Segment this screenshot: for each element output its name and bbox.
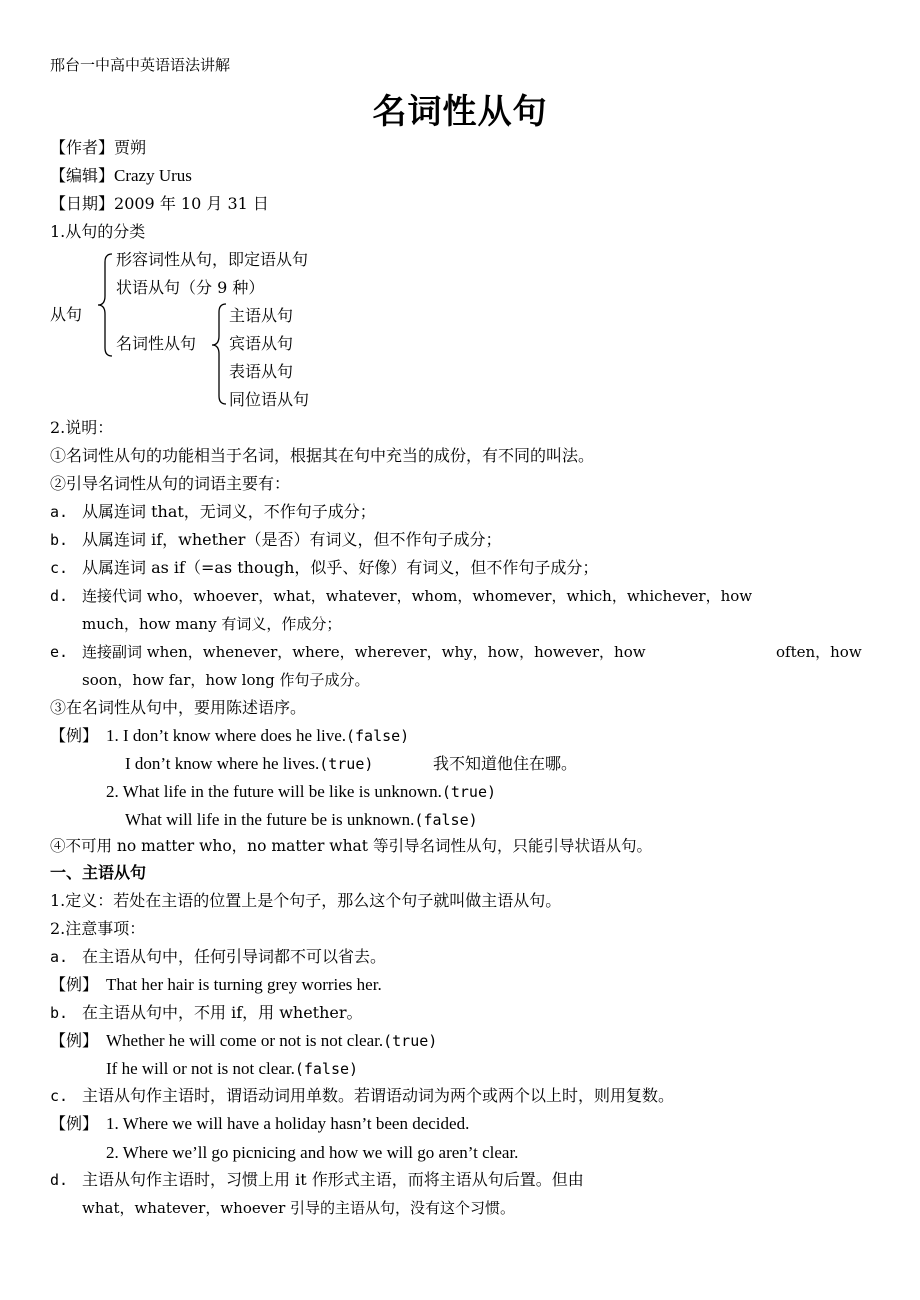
- example-label: 【例】: [50, 1114, 99, 1133]
- example-label: 【例】: [50, 726, 99, 745]
- note-item: ③在名词性从句中，要用陈述语序。: [50, 698, 307, 717]
- tree-sub-predicative: 表语从句: [229, 362, 294, 381]
- list-marker: b.: [50, 531, 69, 549]
- list-marker: c.: [50, 1087, 69, 1105]
- example-text: 2. What life in the future will be like is unknown.: [106, 782, 442, 801]
- tree-branch-nominal: 名词性从句: [116, 334, 197, 353]
- example-text: 1. I don’t know where does he live.: [106, 726, 346, 745]
- tree-branch-adjective: 形容词性从句，即定语从句: [116, 250, 309, 269]
- note-item: ④不可用 no matter who，no matter what 等引导名词性从句，只能引导状语从句。: [50, 837, 652, 855]
- list-item-tail: often，how: [776, 643, 862, 661]
- example-tag: (false): [294, 1060, 359, 1078]
- tree-sub-object: 宾语从句: [229, 334, 294, 353]
- example-tag: (true): [441, 783, 497, 801]
- example-sentence: [125, 809, 478, 831]
- example-text: I don’t know where he lives.: [125, 754, 320, 773]
- page-title: 名词性从句: [372, 92, 548, 132]
- example-sentence: [106, 1058, 358, 1080]
- example-sentence: 2. Where we’ll go picnicing and how we will go aren’t clear.: [106, 1143, 519, 1162]
- editor-value: Crazy Urus: [114, 166, 192, 185]
- example-translation: 我不知道他住在哪。: [433, 754, 578, 773]
- date-label: 【日期】: [50, 194, 115, 213]
- example-tag: (true): [383, 1032, 438, 1050]
- section-heading: 2.说明：: [50, 418, 114, 437]
- author-value: 贾朔: [114, 138, 147, 157]
- example-sentence: [106, 781, 496, 803]
- author-line: [50, 137, 146, 159]
- list-item: 从属连词 as if（=as though，似乎、好像）有词义，但不作句子成分；: [82, 558, 599, 577]
- list-marker: c.: [50, 559, 69, 577]
- list-marker: e.: [50, 643, 69, 661]
- tree-root: 从句: [50, 305, 83, 324]
- example-sentence: That her hair is turning grey worries her.: [106, 975, 382, 994]
- editor-label: 【编辑】: [50, 166, 115, 185]
- small-brace-icon: [208, 300, 230, 408]
- author-label: 【作者】: [50, 138, 115, 157]
- example-tag: (false): [414, 811, 478, 829]
- list-marker: a.: [50, 948, 69, 966]
- list-item: 主语从句作主语时，习惯上用 it 作形式主语，而将主语从句后置。但由: [82, 1170, 584, 1189]
- example-tag: (false): [346, 727, 410, 745]
- list-item: 从属连词 if，whether（是否）有词义，但不作句子成分；: [82, 530, 502, 549]
- editor-line: [50, 165, 192, 187]
- example-label: 【例】: [50, 975, 99, 994]
- list-item: 在主语从句中，不用 if，用 whether。: [82, 1003, 363, 1022]
- subheading: 2.注意事项：: [50, 919, 146, 938]
- example-text: What will life in the future be is unknown.: [125, 810, 415, 829]
- list-item: 主语从句作主语时，谓语动词用单数。若谓语动词为两个或两个以上时，则用复数。: [82, 1086, 675, 1105]
- list-item-continued: what，whatever，whoever 引导的主语从句，没有这个习惯。: [82, 1199, 516, 1217]
- note-item: ②引导名词性从句的词语主要有：: [50, 474, 291, 493]
- big-brace-icon: [94, 250, 116, 360]
- example-sentence: [125, 753, 373, 775]
- section-heading: 1.从句的分类: [50, 222, 146, 241]
- tree-sub-subject: 主语从句: [229, 306, 294, 325]
- list-marker: b.: [50, 1004, 69, 1022]
- example-tag: (true): [319, 755, 374, 773]
- note-item: ①名词性从句的功能相当于名词，根据其在句中充当的成份，有不同的叫法。: [50, 446, 595, 465]
- tree-branch-adverbial: 状语从句（分 9 种）: [116, 278, 265, 297]
- list-item: 连接代词 who，whoever，what，whatever，whom，whomever，which，whichever，how: [82, 587, 753, 605]
- list-item: 在主语从句中，任何引导词都不可以省去。: [82, 947, 387, 966]
- example-sentence: [106, 1030, 437, 1052]
- example-text: Whether he will come or not is not clear.: [106, 1031, 384, 1050]
- example-label: 【例】: [50, 1031, 99, 1050]
- definition: 1.定义：若处在主语的位置上是个句子，那么这个句子就叫做主语从句。: [50, 891, 562, 910]
- list-item-continued: much，how many 有词义，作成分；: [82, 615, 342, 633]
- tree-sub-appositive: 同位语从句: [229, 390, 310, 409]
- date-line: [50, 193, 269, 215]
- header-note: 邢台一中高中英语语法讲解: [50, 56, 231, 74]
- example-text: If he will or not is not clear.: [106, 1059, 295, 1078]
- list-marker: d.: [50, 587, 69, 605]
- example-sentence: 1. Where we will have a holiday hasn’t been decided.: [106, 1114, 470, 1133]
- list-item: 连接副词 when，whenever，where，wherever，why，how，however，how: [82, 643, 646, 661]
- list-item-continued: soon，how far，how long 作句子成分。: [82, 671, 370, 689]
- date-value: 2009 年 10 月 31 日: [114, 194, 269, 213]
- list-item: 从属连词 that，无词义，不作句子成分；: [82, 502, 376, 521]
- example-sentence: [106, 725, 409, 747]
- part-heading: 一、主语从句: [50, 863, 147, 882]
- list-marker: d.: [50, 1171, 69, 1189]
- list-marker: a.: [50, 503, 69, 521]
